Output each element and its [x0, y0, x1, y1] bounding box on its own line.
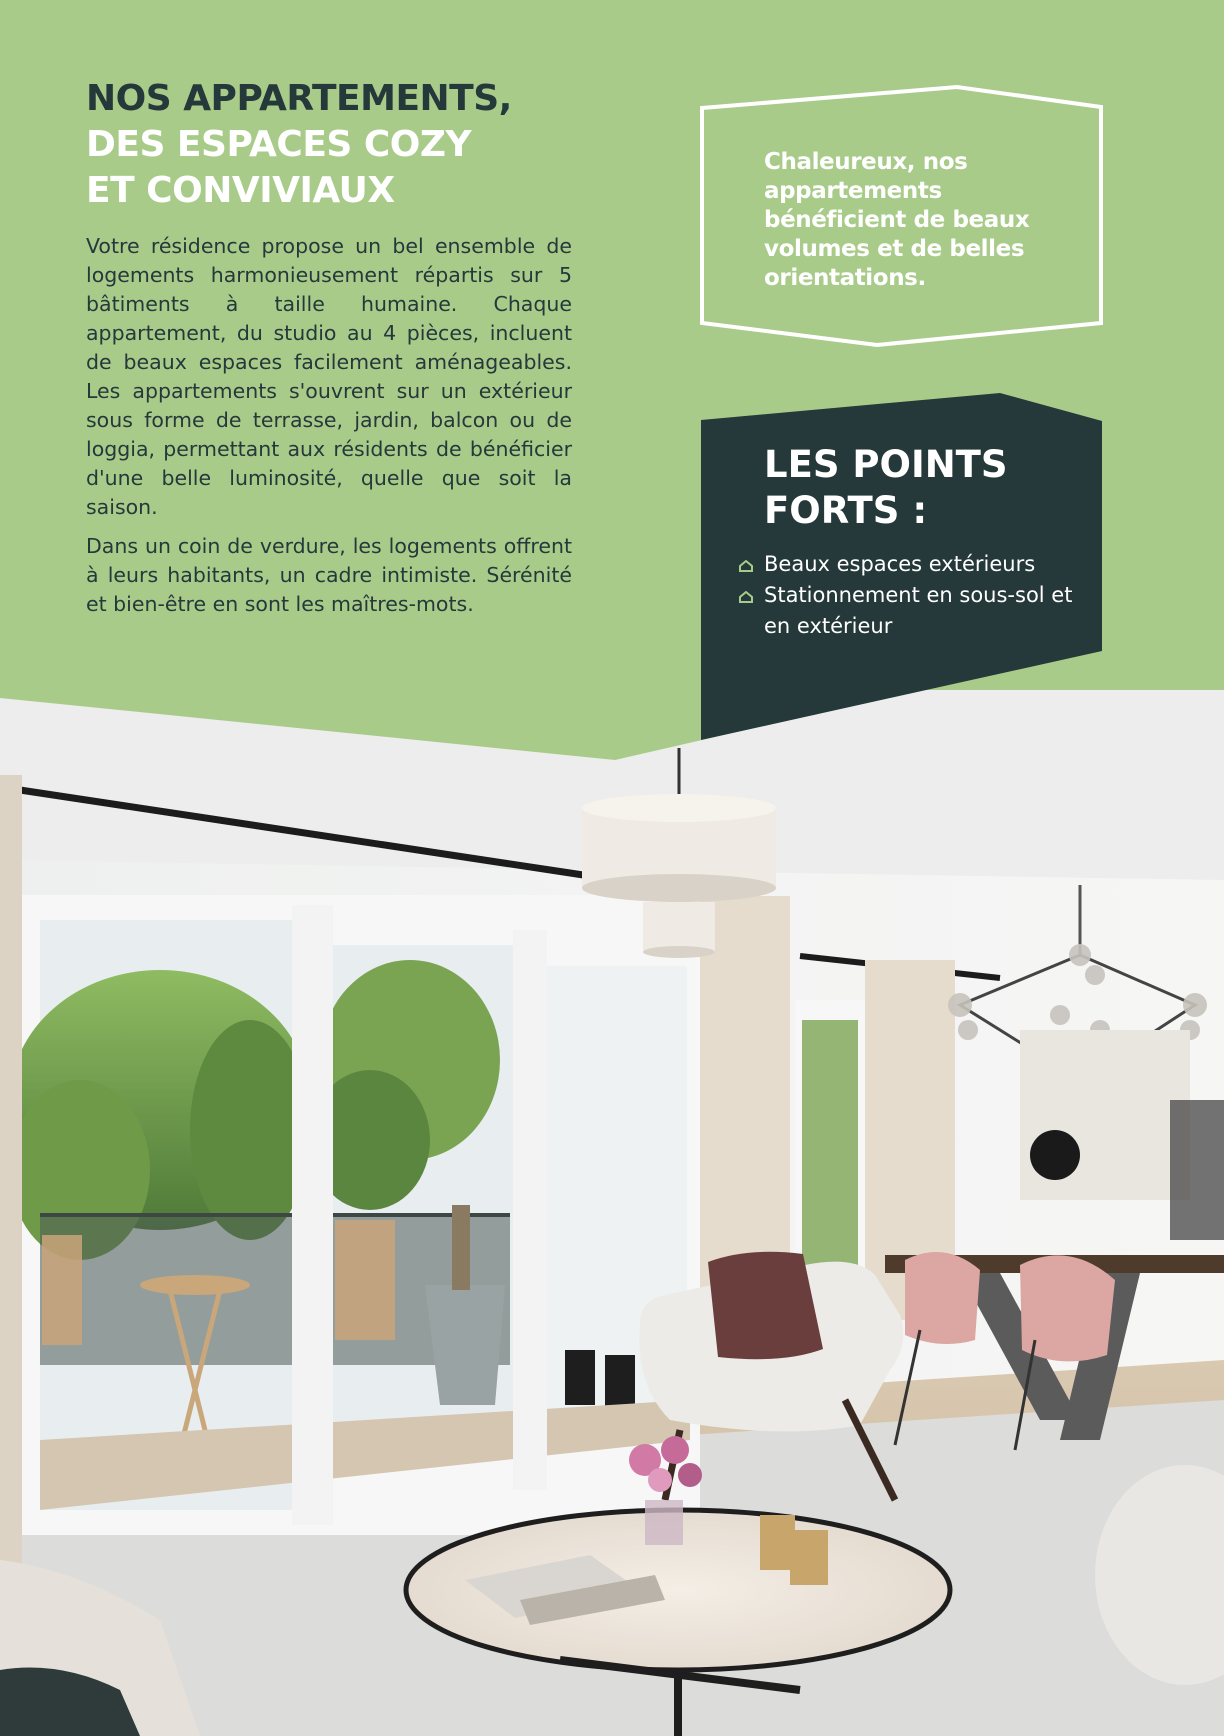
title-line: ET CONVIVIAUX	[86, 170, 395, 211]
intro-paragraph: Dans un coin de verdure, les logements offrent à leurs habitants, un cadre intimiste. Sérénité et bien-être en sont les maîtres-mots.	[86, 534, 572, 616]
list-item-label: Beaux espaces extérieurs	[764, 552, 1036, 576]
title-line: DES ESPACES COZY	[86, 124, 472, 165]
points-forts-title-line: LES POINTS	[764, 443, 1008, 486]
points-forts-list	[738, 549, 1078, 642]
list-item	[738, 580, 1078, 642]
page-title	[86, 76, 512, 214]
house-outline-icon	[738, 590, 754, 604]
list-item-label: Stationnement en sous-sol et en extérieur	[764, 583, 1073, 638]
title-line: NOS APPARTEMENTS,	[86, 78, 512, 119]
quote-box-text: Chaleureux, nos appartements bénéficient de beaux volumes et de belles orientations.	[764, 149, 1030, 291]
list-item	[738, 549, 1078, 580]
points-forts-title-line: FORTS :	[764, 489, 928, 532]
house-outline-icon	[738, 559, 754, 573]
intro-paragraph: Votre résidence propose un bel ensemble de logements harmonieusement répartis sur 5 bâtiments à taille humaine. Chaque appartement, du studio au 4 pièces, incluent de beaux espaces facilement aménageables. Les appartements s'ouvrent sur un extérieur sous forme de terrasse, jardin, balcon ou de loggia, permettant aux résidents de bénéficier d'une belle luminosité, quelle que soit la saison.	[86, 234, 572, 519]
points-forts-title	[764, 442, 1008, 534]
intro-text	[86, 232, 572, 629]
